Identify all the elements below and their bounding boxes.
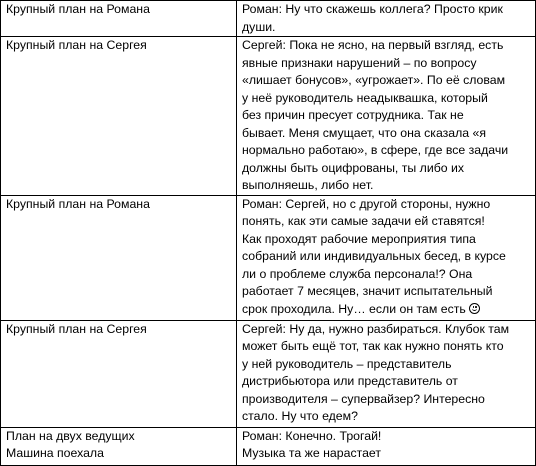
dialogue-line (242, 301, 531, 319)
dialogue-line: Музыка та же нарастает (242, 446, 381, 460)
dialogue-line: Сергей: Пока не ясно, на первый взгляд, есть (242, 38, 504, 52)
shot-description: Крупный план на Сергея (6, 321, 147, 336)
dialogue-line: у неё руководитель неадыквашка, который (242, 90, 488, 105)
table-row (1, 1, 536, 37)
dialogue-cell (237, 195, 536, 320)
shot-description: Крупный план на Романа (6, 196, 150, 211)
dialogue-line: Роман: Ну что скажешь коллега? Просто крик (242, 2, 503, 16)
dialogue-line: производителя – супервайзер? Интересно (242, 391, 485, 406)
dialogue-line: нормально работаю», в сфере, где все задачи (242, 143, 509, 157)
dialogue-line: Как проходят рабочие мероприятия типа (242, 231, 476, 246)
shot-cell (1, 195, 237, 320)
dialogue-text: срок проходила. Ну… если он там есть (242, 301, 466, 316)
table-row (1, 427, 536, 465)
shot-description: Крупный план на Сергея (6, 38, 147, 52)
dialogue-line: собраний или индивидуальных бесед, в курсе (242, 249, 506, 263)
dialogue-line: дистрибьютора или представитель от (242, 374, 458, 388)
table-row (1, 320, 536, 427)
dialogue-line: у ней руководитель – представитель (242, 356, 452, 371)
smiley-face-icon (469, 303, 480, 314)
dialogue-cell (237, 427, 536, 465)
dialogue-cell (237, 37, 536, 196)
shot-cell (1, 37, 237, 196)
dialogue-line: Роман: Сергей, но с другой стороны, нужно (242, 196, 491, 211)
dialogue-line: понять, как эти самые задачи ей ставятся! (242, 214, 485, 228)
dialogue-line: стало. Ну что едем? (242, 409, 358, 423)
dialogue-line: работает 7 месяцев, значит испытательный (242, 284, 493, 298)
dialogue-line: без причин пресует сотрудника. Так не (242, 108, 464, 122)
dialogue-line: бывает. Меня смущает, что она сказала «я (242, 125, 487, 140)
dialogue-line: явные признаки нарушений – по вопросу (242, 55, 477, 70)
dialogue-cell (237, 320, 536, 427)
dialogue-line: «лишает бонусов», «угрожает». По её словам (242, 73, 506, 87)
dialogue-line: Сергей: Ну да, нужно разбираться. Клубок там (242, 321, 510, 336)
dialogue-line: должны быть оцифрованы, ты либо их (242, 160, 465, 175)
shot-cell (1, 427, 237, 465)
shot-description: Крупный план на Романа (6, 2, 150, 16)
dialogue-line: выполняешь, либо нет. (242, 178, 374, 192)
table-row (1, 195, 536, 320)
dialogue-line: души. (242, 19, 276, 34)
dialogue-line: Роман: Конечно. Трогай! (242, 428, 382, 443)
shot-description: Машина поехала (6, 446, 104, 460)
dialogue-line: ли о проблеме служба персонала!? Она (242, 266, 473, 281)
shot-cell (1, 1, 237, 37)
shot-description: План на двух ведущих (6, 428, 135, 443)
dialogue-line: может быть ещё тот, так как нужно понять кто (242, 339, 504, 353)
shot-cell (1, 320, 237, 427)
table-row (1, 37, 536, 196)
dialogue-cell (237, 1, 536, 37)
